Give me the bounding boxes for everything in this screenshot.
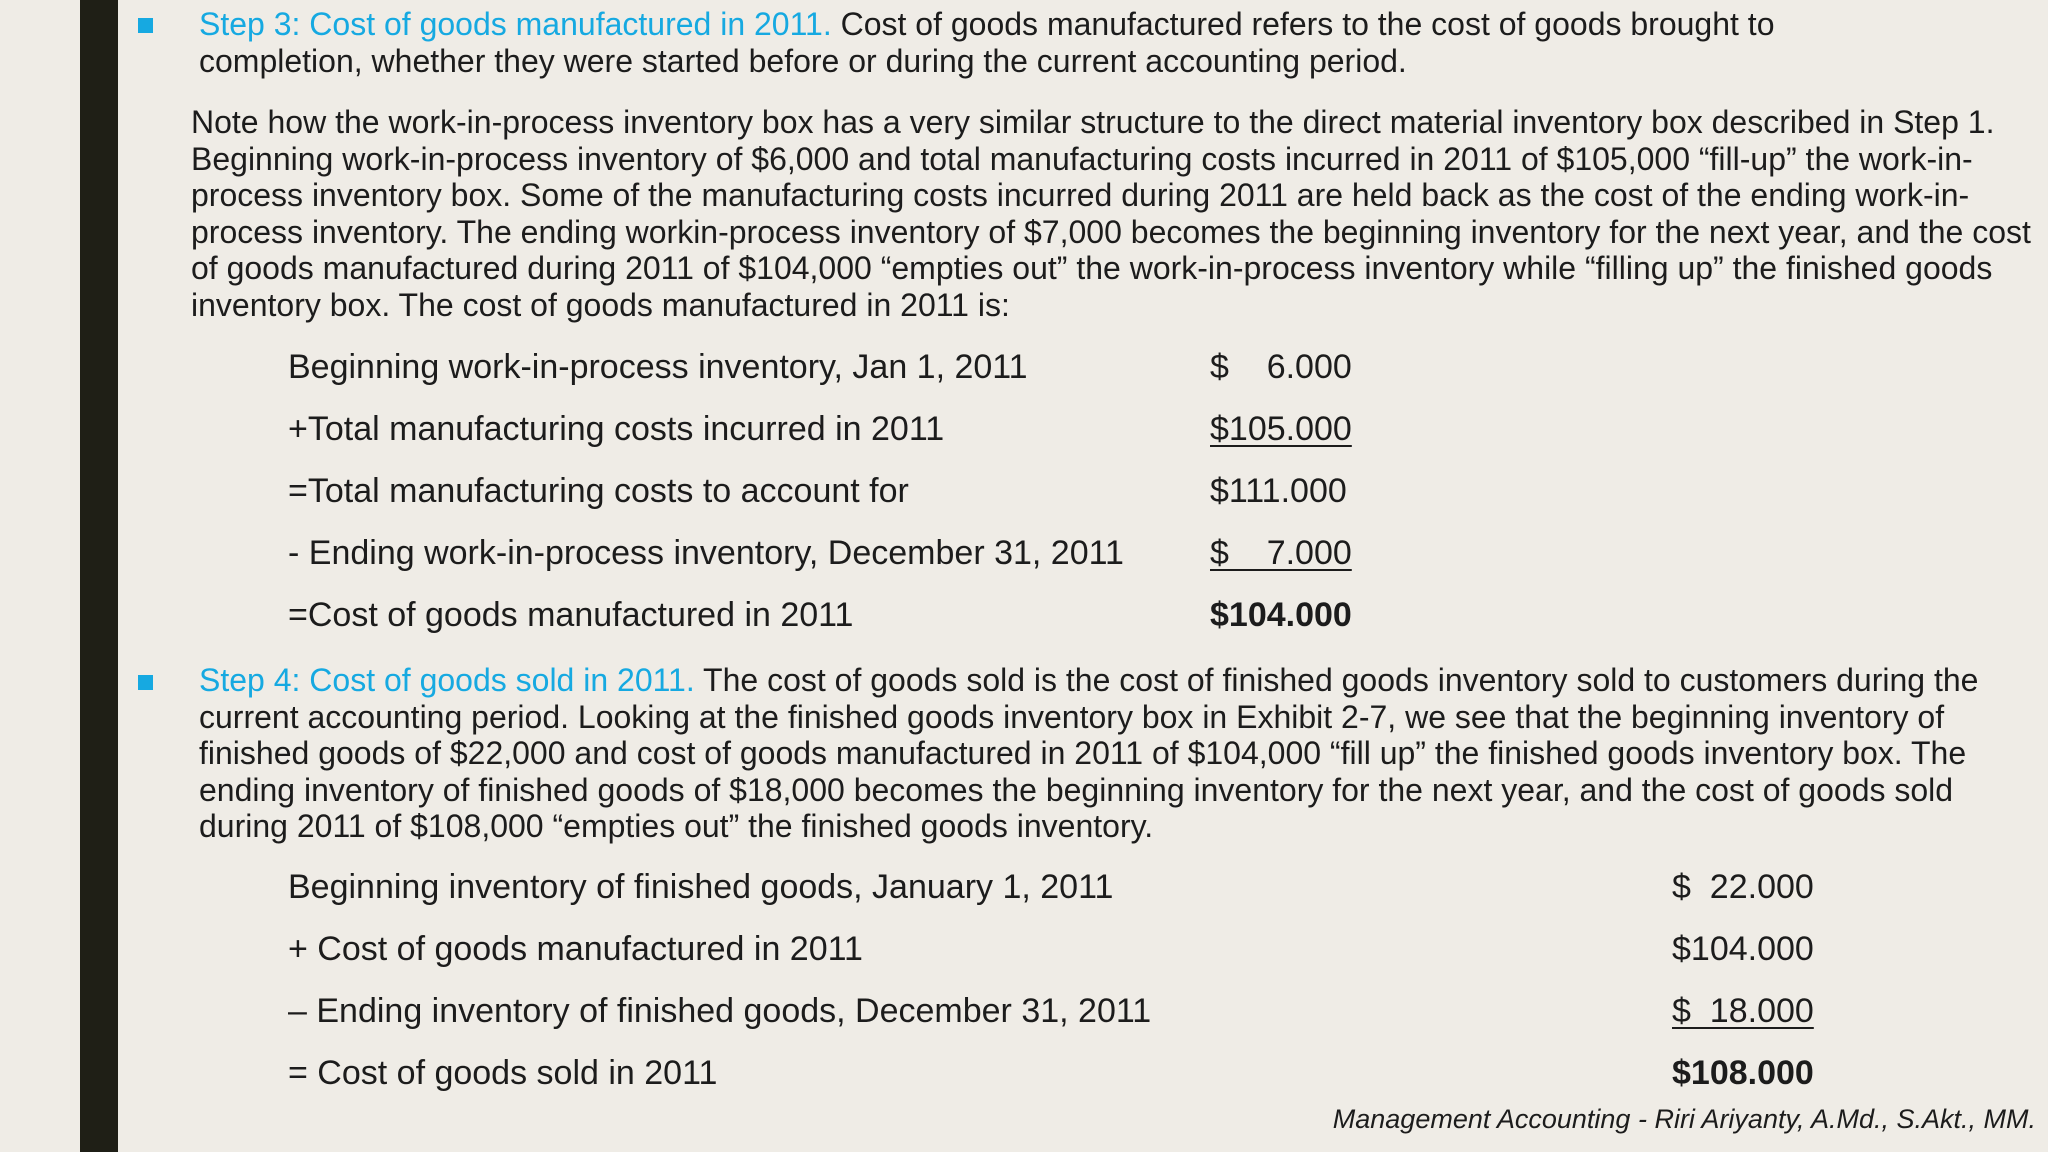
step4-row-value: $ 22.000: [1672, 868, 1814, 906]
step3-row-label: =Cost of goods manufactured in 2011: [288, 596, 854, 634]
footer-credit: Management Accounting - Riri Ariyanty, A.Md., S.Akt., MM.: [1332, 1104, 2036, 1134]
step4-row-label: + Cost of goods manufactured in 2011: [288, 930, 863, 968]
step4-bullet-icon: [138, 675, 153, 690]
step3-title: Step 3: Cost of goods manufactured in 2011.: [199, 6, 832, 42]
step3-row-label: +Total manufacturing costs incurred in 2011: [288, 410, 945, 448]
step4-row-value: $ 18.000: [1672, 992, 1814, 1030]
step3-row-value: $111.000: [1210, 472, 1347, 510]
step3-row-label: Beginning work-in-process inventory, Jan 1, 2011: [288, 348, 1028, 386]
step3-row-value: $104.000: [1210, 596, 1352, 634]
step4-row-value: $108.000: [1672, 1054, 1814, 1092]
step4-intro: The cost of goods sold is the cost of finished goods inventory sold to customers during the current accounting period. Looking at the finished goods inventory box in Exhibit 2-7, we see that the beginning inventory of finished goods of $22,000 and cost of goods manufactured in 2011 of $104,000 “fill up” the finished goods inventory box. The ending inventory of finished goods of $18,000 becomes the beginning inventory for the next year, and the cost of goods sold during 2011 of $108,000 “empties out” the finished goods inventory.: [199, 662, 1979, 845]
step3-intro: Cost of goods manufactured refers to the cost of goods brought to completion, whether they were started before or during the current accounting period.: [199, 6, 1775, 79]
step4-row-label: Beginning inventory of finished goods, January 1, 2011: [288, 868, 1114, 906]
step4-row-value: $104.000: [1672, 930, 1814, 968]
step3-note: Note how the work-in-process inventory box has a very similar structure to the direct material inventory box described in Step 1. Beginning work-in-process inventory of $6,000 and total manufacturing costs incurred in 2011 of $105,000 “fill-up” the work-in-process inventory box. Some of the manufacturing costs incurred during 2011 are held back as the cost of the ending work-in-process inventory. The ending workin-process inventory of $7,000 becomes the beginning inventory for the next year, and the cost of goods manufactured during 2011 of $104,000 “empties out” the work-in-process inventory while “filling up” the finished goods inventory box. The cost of goods manufactured in 2011 is:: [191, 104, 2031, 323]
step3-row-value: $ 7.000: [1210, 534, 1352, 572]
step4-row-label: – Ending inventory of finished goods, December 31, 2011: [288, 992, 1152, 1030]
step3-row-label: - Ending work-in-process inventory, December 31, 2011: [288, 534, 1124, 572]
left-accent-bar: [80, 0, 118, 1152]
step3-bullet-icon: [138, 18, 153, 33]
step4-row-label: = Cost of goods sold in 2011: [288, 1054, 718, 1092]
step3-row-value: $ 6.000: [1210, 348, 1352, 386]
step3-row-value: $105.000: [1210, 410, 1352, 448]
step3-paragraph: [199, 6, 1919, 79]
step3-row-label: =Total manufacturing costs to account for: [288, 472, 909, 510]
step4-title: Step 4: Cost of goods sold in 2011.: [199, 662, 695, 698]
step4-paragraph: [199, 662, 2009, 845]
